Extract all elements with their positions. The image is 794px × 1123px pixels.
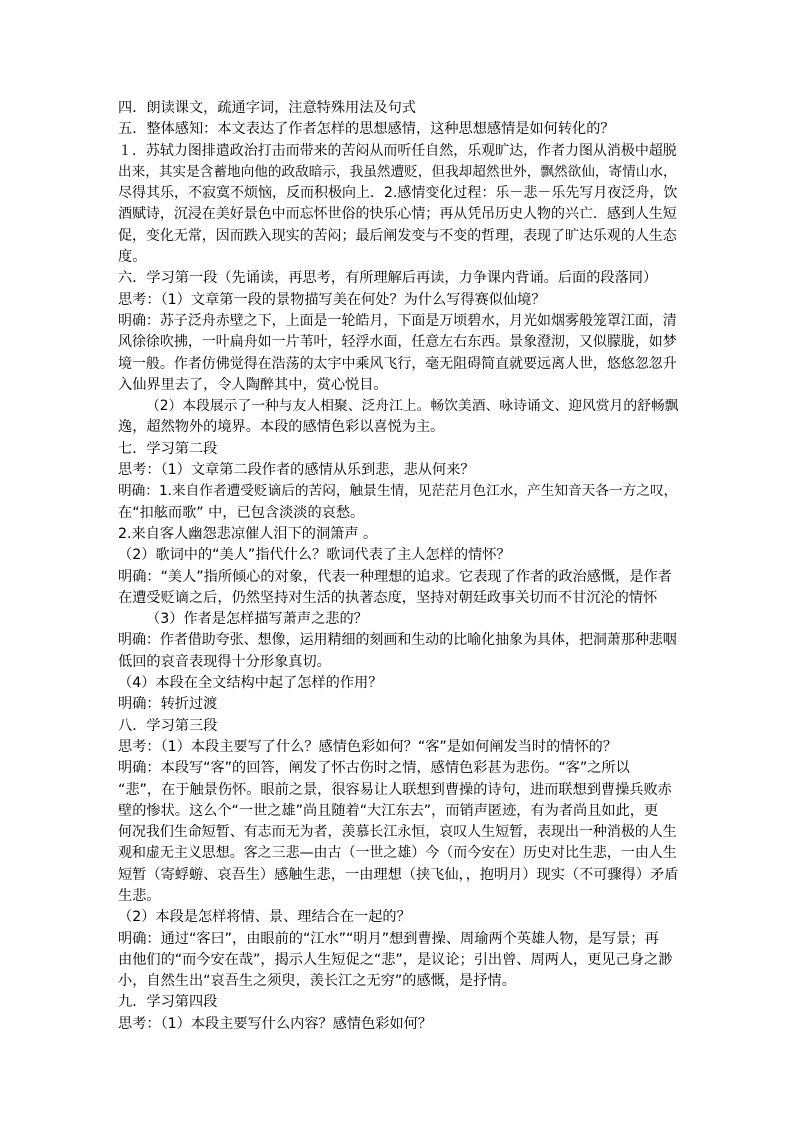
answer-line: 明确：1.来自作者遭受贬谪后的苦闷，触景生情，见茫茫月色江水，产生知音天各一方之叹， bbox=[118, 483, 678, 500]
answer-line: 小，自然生出“哀吾生之须臾，羡长江之无穷”的感慨，是抒情。 bbox=[118, 973, 516, 990]
answer-line: 入仙界里去了，令人陶醉其中，赏心悦目。 bbox=[118, 376, 388, 393]
answer-line: 在遭受贬谪之后，仍然坚持对生活的执著态度，坚持对朝廷政事关切而不甘沉沦的情怀 bbox=[118, 589, 658, 606]
question-line: （2）本段展示了一种与友人相聚、泛舟江上。畅饮美酒、咏诗诵文、迎风赏月的舒畅飘 bbox=[146, 398, 679, 415]
answer-line: 观和虚无主义思想。客之三悲—由古（一世之雄）今（而今安在）历史对比生悲，一由人生 bbox=[118, 845, 677, 862]
section-heading-9: 九．学习第四段 bbox=[118, 994, 218, 1011]
answer-line: 明确：转折过渡 bbox=[118, 696, 218, 713]
answer-line: “悲”，在于触景伤怀。眼前之景，很容易让人联想到曹操的诗句，进而联想到曹操兵败赤 bbox=[118, 781, 672, 798]
paragraph-line: １．苏轼力图排遣政治打击而带来的苦闷从而听任自然，乐观旷达，作者力图从消极中超脱 bbox=[118, 142, 677, 159]
question-line: 思考：（1）本段主要写什么内容？感情色彩如何？ bbox=[118, 1015, 433, 1032]
question-line: （2）歌词中的“美人”指代什么？歌词代表了主人怎样的情怀？ bbox=[118, 547, 511, 564]
answer-line: 逸，超然物外的境界。本段的感情色彩以喜悦为主。 bbox=[118, 419, 445, 436]
question-line: （4）本段在全文结构中起了怎样的作用？ bbox=[118, 675, 383, 692]
question-line: 思考：（1）文章第二段作者的感情从乐到悲，悲从何来？ bbox=[118, 462, 475, 479]
answer-line: 明确：通过“客曰”，由眼前的“江水”“明月”想到曹操、周瑜两个英雄人物，是写景；再 bbox=[118, 930, 659, 947]
answer-line: 明确：本段写“客”的回答，阐发了怀古伤时之情，感情色彩甚为悲伤。“客”之所以 bbox=[118, 760, 630, 777]
answer-line: 风徐徐吹拂，一叶扁舟如一片苇叶，轻浮水面，任意左右东西。景象澄沏，又似朦胧，如梦 bbox=[118, 334, 677, 351]
paragraph-line: 度。 bbox=[118, 249, 147, 266]
answer-line: 由他们的“而今安在哉”，揭示人生短促之“悲”，是议论；引出曾、周两人，更见己身之渺 bbox=[118, 951, 673, 968]
question-line: 思考：（1）本段主要写了什么？感情色彩如何？“客”是如何阐发当时的情怀的？ bbox=[118, 738, 618, 755]
answer-line: 2.来自客人幽怨悲凉催人泪下的洞箫声 。 bbox=[118, 525, 378, 542]
document-body bbox=[118, 98, 680, 1035]
paragraph-line: 酒赋诗，沉浸在美好景色中而忘怀世俗的快乐心情；再从凭吊历史人物的兴亡．感到人生短 bbox=[118, 206, 677, 223]
paragraph-line: 促，变化无常，因而跌入现实的苦闷；最后阐发变与不变的哲理，表现了旷达乐观的人生态 bbox=[118, 227, 677, 244]
section-heading-7: 七．学习第二段 bbox=[118, 440, 218, 457]
section-heading-5: 五．整体感知：本文表达了作者怎样的思想感情，这种思想感情是如何转化的？ bbox=[118, 121, 615, 138]
answer-line: 在“扣舷而歌” 中，已包含淡淡的哀愁。 bbox=[118, 504, 365, 521]
answer-line: 生悲。 bbox=[118, 887, 161, 904]
answer-line: 明确：作者借助夸张、想像，运用精细的刻画和生动的比喻化抽象为具体，把洞萧那种悲咽 bbox=[118, 632, 677, 649]
answer-line: 壁的惨状。这么个“一世之雄”尚且随着“大江东去”，而销声匿迹，有为者尚且如此，更 bbox=[118, 802, 659, 819]
answer-line: 明确：“美人”指所倾心的对象，代表一种理想的追求。它表现了作者的政治感慨，是作者 bbox=[118, 568, 672, 585]
section-heading-6: 六．学习第一段（先诵读，再思考，有所理解后再读，力争课内背诵。后面的段落同） bbox=[118, 270, 658, 287]
section-heading-4: 四．朗读课文，疏通字词，注意特殊用法及句式 bbox=[118, 100, 416, 116]
question-line: （3）作者是怎样描写萧声之悲的？ bbox=[146, 611, 368, 628]
question-line: （2）本段是怎样将情、景、理结合在一起的？ bbox=[118, 909, 411, 926]
answer-line: 低回的哀音表现得十分形象真切。 bbox=[118, 653, 331, 670]
section-heading-8: 八．学习第三段 bbox=[118, 717, 218, 734]
answer-line: 短暂（寄蜉蝣、哀吾生）感触生悲，一由理想（挟飞仙，，抱明月）现实（不可骤得）矛盾 bbox=[118, 866, 679, 883]
paragraph-line: 出来，其实是含蓄地向他的政敌暗示，我虽然遭贬，但我却超然世外，飘然欲仙，寄情山水， bbox=[118, 163, 677, 180]
question-line: 思考：（1）文章第一段的景物描写美在何处？为什么写得赛似仙境？ bbox=[118, 291, 546, 308]
answer-line: 境一般。作者仿佛觉得在浩荡的太宇中乘风飞行，毫无阻碍简直就要远离人世，悠悠忽忽升 bbox=[118, 355, 677, 372]
answer-line: 何况我们生命短暂、有志而无为者，羡慕长江永恒，哀叹人生短暂，表现出一种消极的人生 bbox=[118, 824, 677, 841]
paragraph-line: 尽得其乐，不寂寞不烦恼，反而积极向上．2.感情变化过程：乐－悲－乐先写月夜泛舟，饮 bbox=[118, 185, 678, 202]
answer-line: 明确：苏子泛舟赤壁之下，上面是一轮皓月，下面是万顷碧水，月光如烟雾般笼罩江面，清 bbox=[118, 312, 677, 329]
